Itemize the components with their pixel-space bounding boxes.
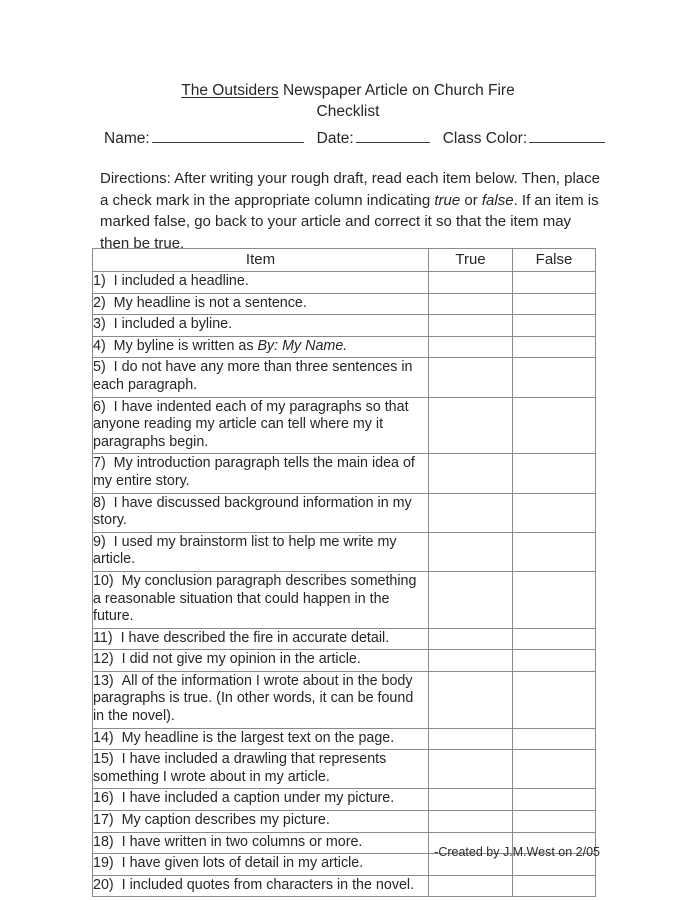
- item-number: 20): [93, 876, 114, 893]
- item-number: 6): [93, 398, 106, 415]
- checkbox-cell-true[interactable]: [429, 571, 513, 628]
- item-number: 15): [93, 751, 114, 768]
- item-number: 3): [93, 316, 106, 333]
- checklist-item-text: [93, 875, 429, 897]
- table-row: [93, 532, 596, 571]
- table-row: [93, 875, 596, 897]
- item-label: My caption describes my picture.: [121, 812, 330, 829]
- item-label: I have included a caption under my picture.: [121, 790, 395, 807]
- checklist-item-text: [93, 789, 429, 811]
- item-label: I used my brainstorm list to help me write my article.: [93, 533, 397, 568]
- directions-italic-false: false: [481, 191, 514, 209]
- checkbox-cell-false[interactable]: [513, 671, 596, 728]
- checkbox-cell-true[interactable]: [429, 293, 513, 315]
- checklist-item-text: [93, 293, 429, 315]
- checkbox-cell-false[interactable]: [513, 628, 596, 650]
- checkbox-cell-false[interactable]: [513, 493, 596, 532]
- item-label: My headline is not a sentence.: [113, 294, 307, 311]
- table-row: [93, 293, 596, 315]
- checkbox-cell-false[interactable]: [513, 336, 596, 358]
- checklist-body: [93, 272, 596, 897]
- table-row: [93, 315, 596, 337]
- checkbox-cell-false[interactable]: [513, 272, 596, 294]
- checkbox-cell-false[interactable]: [513, 315, 596, 337]
- checkbox-cell-true[interactable]: [429, 789, 513, 811]
- checkbox-cell-false[interactable]: [513, 789, 596, 811]
- table-row: [93, 750, 596, 789]
- table-row: [93, 397, 596, 454]
- item-label: I included a headline.: [113, 273, 249, 289]
- checklist-item-text: [93, 832, 429, 854]
- item-number: 14): [93, 729, 114, 746]
- directions-label: Directions:: [100, 170, 171, 187]
- checkbox-cell-false[interactable]: [513, 532, 596, 571]
- footer-credit: -Created by J.M.West on 2/05: [434, 845, 600, 859]
- class-color-input-blank[interactable]: [529, 129, 605, 143]
- date-input-blank[interactable]: [356, 129, 430, 143]
- directions-paragraph: [100, 168, 600, 254]
- checkbox-cell-true[interactable]: [429, 875, 513, 897]
- checklist-item-text: [93, 854, 429, 876]
- item-label: I included a byline.: [113, 316, 233, 333]
- item-number: 13): [93, 672, 114, 689]
- checklist-item-text: [93, 571, 429, 628]
- item-label: I do not have any more than three sentences in each paragraph.: [93, 359, 413, 393]
- checkbox-cell-false[interactable]: [513, 571, 596, 628]
- checklist-item-text: [93, 650, 429, 672]
- checkbox-cell-true[interactable]: [429, 397, 513, 454]
- table-row: [93, 336, 596, 358]
- item-number: 8): [93, 494, 106, 511]
- checklist-item-text: [93, 728, 429, 750]
- checkbox-cell-true[interactable]: [429, 493, 513, 532]
- class-color-label: Class Color:: [442, 130, 528, 147]
- item-label: My conclusion paragraph describes something a reasonable situation that could happen in the future.: [93, 572, 417, 625]
- item-label: I have written in two columns or more.: [121, 833, 363, 850]
- item-number: 12): [93, 651, 114, 668]
- checklist-item-text: [93, 750, 429, 789]
- table-row: [93, 728, 596, 750]
- checklist-item-text: [93, 336, 429, 358]
- checkbox-cell-false[interactable]: [513, 875, 596, 897]
- title-line-2: Checklist: [316, 103, 380, 120]
- table-row: [93, 358, 596, 397]
- item-number: 4): [93, 337, 106, 354]
- item-label: All of the information I wrote about in the body paragraphs is true. (In other words, it can be found in the novel).: [93, 672, 414, 725]
- checklist-item-text: [93, 493, 429, 532]
- checkbox-cell-true[interactable]: [429, 628, 513, 650]
- name-input-blank[interactable]: [152, 129, 304, 143]
- item-label: I have given lots of detail in my article.: [121, 855, 364, 872]
- checklist-item-text: [93, 358, 429, 397]
- checklist-item-text: [93, 272, 429, 294]
- checkbox-cell-true[interactable]: [429, 728, 513, 750]
- item-number: 9): [93, 533, 106, 550]
- header-item: Item: [93, 249, 429, 272]
- checklist-item-text: [93, 397, 429, 454]
- item-label: I have discussed background information in my story.: [93, 494, 412, 529]
- checkbox-cell-true[interactable]: [429, 532, 513, 571]
- table-header-row: [93, 249, 596, 272]
- checkbox-cell-false[interactable]: [513, 397, 596, 454]
- title-book-name: The Outsiders: [181, 82, 279, 99]
- item-label: My introduction paragraph tells the main idea of my entire story.: [93, 455, 415, 489]
- checklist-item-text: [93, 811, 429, 833]
- checkbox-cell-true[interactable]: [429, 454, 513, 493]
- table-row: [93, 671, 596, 728]
- checklist-item-text: [93, 454, 429, 493]
- table-row: [93, 571, 596, 628]
- table-row: [93, 628, 596, 650]
- checklist-item-text: [93, 532, 429, 571]
- checkbox-cell-false[interactable]: [513, 728, 596, 750]
- checkbox-cell-true[interactable]: [429, 358, 513, 397]
- item-number: 19): [93, 855, 114, 872]
- checkbox-cell-false[interactable]: [513, 454, 596, 493]
- table-row: [93, 811, 596, 833]
- table-row: [93, 272, 596, 294]
- item-number: 1): [93, 273, 106, 289]
- table-row: [93, 789, 596, 811]
- student-info-line: [104, 128, 607, 150]
- item-number: 5): [93, 359, 106, 376]
- header-false: False: [513, 249, 596, 272]
- directions-part-1: After writing your rough draft, read each item below. Then, place a check mark in the appropriate column indicating: [100, 170, 600, 209]
- item-number: 16): [93, 790, 114, 807]
- item-label: I have described the fire in accurate detail.: [120, 629, 390, 646]
- checklist-item-text: [93, 315, 429, 337]
- checkbox-cell-true[interactable]: [429, 272, 513, 294]
- checklist-item-text: [93, 671, 429, 728]
- checkbox-cell-true[interactable]: [429, 336, 513, 358]
- checkbox-cell-false[interactable]: [513, 650, 596, 672]
- table-row: [93, 454, 596, 493]
- item-label: My headline is the largest text on the page.: [121, 729, 395, 746]
- title-line-1: [96, 80, 600, 101]
- directions-italic-true: true: [434, 191, 461, 209]
- item-number: 17): [93, 812, 114, 829]
- table-row: [93, 650, 596, 672]
- checkbox-cell-false[interactable]: [513, 811, 596, 833]
- checklist-item-text: [93, 628, 429, 650]
- date-label: Date:: [316, 130, 354, 147]
- page-title: [96, 80, 600, 122]
- item-label: My byline is written as: [113, 337, 258, 354]
- item-number: 11): [93, 629, 113, 646]
- checklist-table: [92, 248, 596, 897]
- checkbox-cell-false[interactable]: [513, 293, 596, 315]
- item-label: I have included a drawling that represents something I wrote about in my article.: [93, 751, 387, 785]
- item-label-italic: By: My Name.: [257, 337, 348, 354]
- item-number: 18): [93, 833, 114, 850]
- name-label: Name:: [104, 130, 150, 147]
- checkbox-cell-true[interactable]: [429, 750, 513, 789]
- checkbox-cell-true[interactable]: [429, 811, 513, 833]
- title-rest: Newspaper Article on Church Fire: [278, 82, 515, 99]
- checkbox-cell-false[interactable]: [513, 358, 596, 397]
- checkbox-cell-true[interactable]: [429, 650, 513, 672]
- table-row: [93, 493, 596, 532]
- item-label: I have indented each of my paragraphs so that anyone reading my article can tell where my it paragraphs begin.: [93, 398, 409, 450]
- directions-part-2: or: [460, 191, 482, 209]
- directions-part-3: . If an item is marked false, go back to your article and correct it so that the item may then be true.: [100, 191, 599, 252]
- header-true: True: [429, 249, 513, 272]
- item-number: 2): [93, 294, 106, 311]
- checkbox-cell-true[interactable]: [429, 671, 513, 728]
- item-label: I did not give my opinion in the article.: [121, 651, 361, 668]
- item-label: I included quotes from characters in the novel.: [121, 876, 415, 893]
- checkbox-cell-true[interactable]: [429, 315, 513, 337]
- item-number: 7): [93, 455, 106, 472]
- checkbox-cell-false[interactable]: [513, 750, 596, 789]
- item-number: 10): [93, 572, 114, 589]
